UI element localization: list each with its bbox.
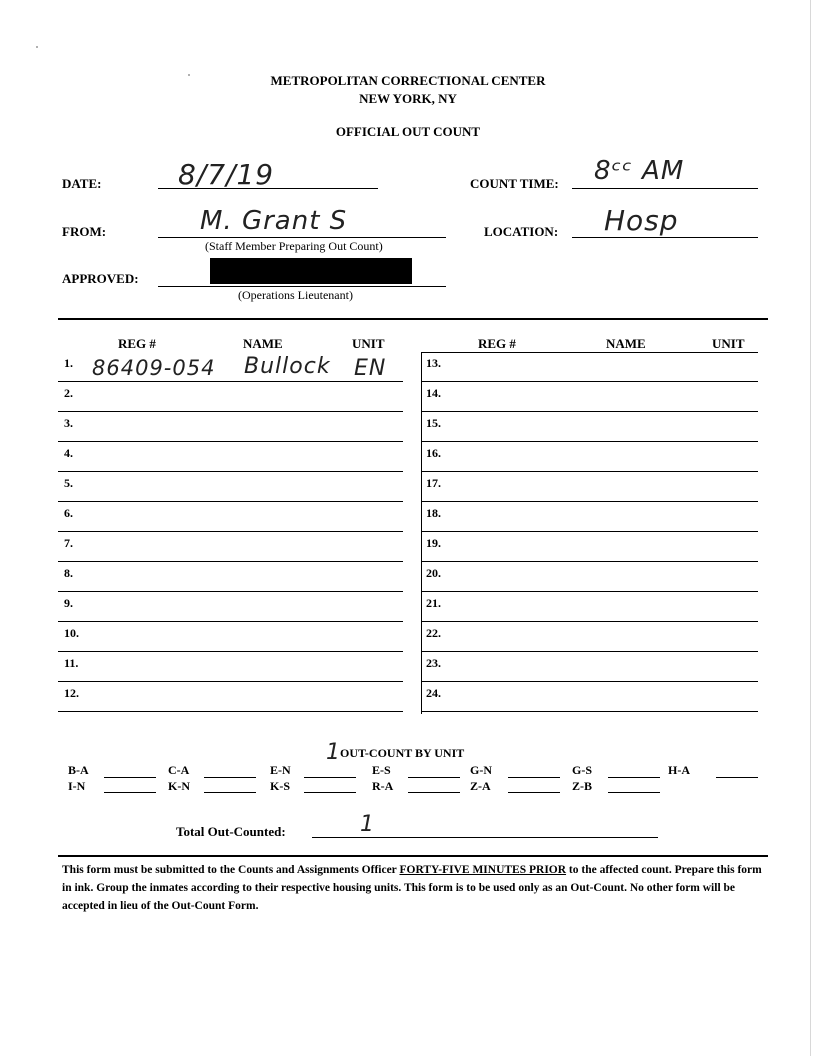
row-line <box>421 711 758 712</box>
row-number: 11. <box>64 656 79 670</box>
unit-label-c-a: C-A <box>168 763 190 777</box>
section-divider <box>58 318 768 320</box>
from-label: FROM: <box>62 224 107 239</box>
from-underline <box>158 237 446 238</box>
row-line <box>421 441 758 442</box>
row-line <box>58 621 403 622</box>
unit-field-k-s[interactable] <box>304 792 356 793</box>
unit-field-z-b[interactable] <box>608 792 660 793</box>
row-line <box>421 591 758 592</box>
approved-caption: (Operations Lieutenant) <box>238 288 353 302</box>
row-number: 18. <box>426 506 441 520</box>
outcount-title: OUT-COUNT BY UNIT <box>340 746 465 760</box>
row-number: 23. <box>426 656 441 670</box>
row-number: 15. <box>426 416 441 430</box>
left-name-header: NAME <box>243 336 283 351</box>
unit-label-b-a: B-A <box>68 763 89 777</box>
left-unit-header: UNIT <box>352 336 385 351</box>
unit-label-g-s: G-S <box>572 763 593 777</box>
row-number: 3. <box>64 416 73 430</box>
row-number: 19. <box>426 536 441 550</box>
count-time-value[interactable]: 8ᶜᶜ AM <box>594 156 685 186</box>
row-number: 17. <box>426 476 441 490</box>
total-value[interactable]: 1 <box>360 812 375 837</box>
total-field[interactable] <box>312 837 658 838</box>
redaction-box <box>210 258 412 284</box>
right-unit-header: UNIT <box>712 336 745 351</box>
row-line <box>58 561 403 562</box>
left-reg-header: REG # <box>118 336 156 351</box>
from-caption: (Staff Member Preparing Out Count) <box>205 239 383 253</box>
row-line <box>421 381 758 382</box>
unit-value[interactable]: EN <box>354 356 387 381</box>
date-underline <box>158 188 378 189</box>
row-line <box>58 681 403 682</box>
unit-field-h-a[interactable] <box>716 777 758 778</box>
location-value[interactable]: Hosp <box>604 204 679 237</box>
unit-field-g-n[interactable] <box>508 777 560 778</box>
unit-field-e-n[interactable] <box>304 777 356 778</box>
location-label: LOCATION: <box>484 224 559 239</box>
row-number: 20. <box>426 566 441 580</box>
scan-speck <box>36 46 38 48</box>
row-number: 1. <box>64 356 73 370</box>
row-number: 8. <box>64 566 73 580</box>
unit-label-e-s: E-S <box>372 763 391 777</box>
approved-underline <box>158 286 446 287</box>
footer-text-2: to the affected count. Prepare this form in ink. Group the inmates according to their respective housing units. This form is to be used only as an Out-Count. No other form will be accepted in lieu of the Out-Count Form. <box>62 864 762 912</box>
row-number: 12. <box>64 686 79 700</box>
unit-value-e-n[interactable]: 1 <box>326 740 341 765</box>
from-value[interactable]: M. Grant S <box>200 206 348 236</box>
row-line <box>58 501 403 502</box>
total-label: Total Out-Counted: <box>176 824 286 839</box>
unit-label-g-n: G-N <box>470 763 492 777</box>
inmate-name-value[interactable]: Bullock <box>244 354 331 379</box>
row-number: 14. <box>426 386 441 400</box>
reg-number-value[interactable]: 86409-054 <box>92 356 216 380</box>
row-number: 6. <box>64 506 73 520</box>
row-line <box>58 651 403 652</box>
row-line <box>421 411 758 412</box>
row-line <box>421 471 758 472</box>
row-line <box>58 591 403 592</box>
row-line <box>421 681 758 682</box>
footer-instructions <box>62 861 762 915</box>
row-line <box>421 501 758 502</box>
date-label: DATE: <box>62 176 102 191</box>
unit-label-k-s: K-S <box>270 779 291 793</box>
unit-label-k-n: K-N <box>168 779 190 793</box>
row-number: 5. <box>64 476 73 490</box>
table-center-rule <box>421 352 422 714</box>
count-time-label: COUNT TIME: <box>470 176 559 191</box>
unit-field-i-n[interactable] <box>104 792 156 793</box>
row-line <box>421 561 758 562</box>
row-line <box>58 441 403 442</box>
row-number: 4. <box>64 446 73 460</box>
unit-label-i-n: I-N <box>68 779 86 793</box>
footer-deadline: FORTY-FIVE MINUTES PRIOR <box>399 864 567 876</box>
unit-label-r-a: R-A <box>372 779 394 793</box>
unit-field-c-a[interactable] <box>204 777 256 778</box>
institution-name: METROPOLITAN CORRECTIONAL CENTER <box>270 73 546 88</box>
unit-label-e-n: E-N <box>270 763 291 777</box>
row-line <box>421 531 758 532</box>
row-number: 21. <box>426 596 441 610</box>
row-number: 22. <box>426 626 441 640</box>
row-number: 10. <box>64 626 79 640</box>
count-time-underline <box>572 188 758 189</box>
form-title: OFFICIAL OUT COUNT <box>335 124 481 139</box>
scan-edge <box>810 0 811 1056</box>
row-number: 7. <box>64 536 73 550</box>
row-number: 16. <box>426 446 441 460</box>
row-line <box>58 711 403 712</box>
right-name-header: NAME <box>606 336 646 351</box>
row-line <box>421 352 758 353</box>
footer-divider <box>58 855 768 857</box>
date-value[interactable]: 8/7/19 <box>178 158 275 191</box>
row-line <box>58 531 403 532</box>
row-number: 13. <box>426 356 441 370</box>
right-reg-header: REG # <box>478 336 516 351</box>
row-line <box>58 411 403 412</box>
row-line <box>421 621 758 622</box>
row-number: 24. <box>426 686 441 700</box>
unit-field-b-a[interactable] <box>104 777 156 778</box>
row-number: 9. <box>64 596 73 610</box>
approved-label: APPROVED: <box>62 271 139 286</box>
location-underline <box>572 237 758 238</box>
unit-field-e-s[interactable] <box>408 777 460 778</box>
row-line <box>58 381 403 382</box>
footer-text-1: This form must be submitted to the Counts and Assignments Officer <box>62 864 400 876</box>
unit-field-k-n[interactable] <box>204 792 256 793</box>
row-number: 2. <box>64 386 73 400</box>
unit-label-z-a: Z-A <box>470 779 491 793</box>
unit-label-z-b: Z-B <box>572 779 593 793</box>
row-line <box>58 471 403 472</box>
institution-location: NEW YORK, NY <box>359 91 457 106</box>
unit-field-g-s[interactable] <box>608 777 660 778</box>
unit-field-z-a[interactable] <box>508 792 560 793</box>
unit-field-r-a[interactable] <box>408 792 460 793</box>
row-line <box>421 651 758 652</box>
unit-label-h-a: H-A <box>668 763 690 777</box>
